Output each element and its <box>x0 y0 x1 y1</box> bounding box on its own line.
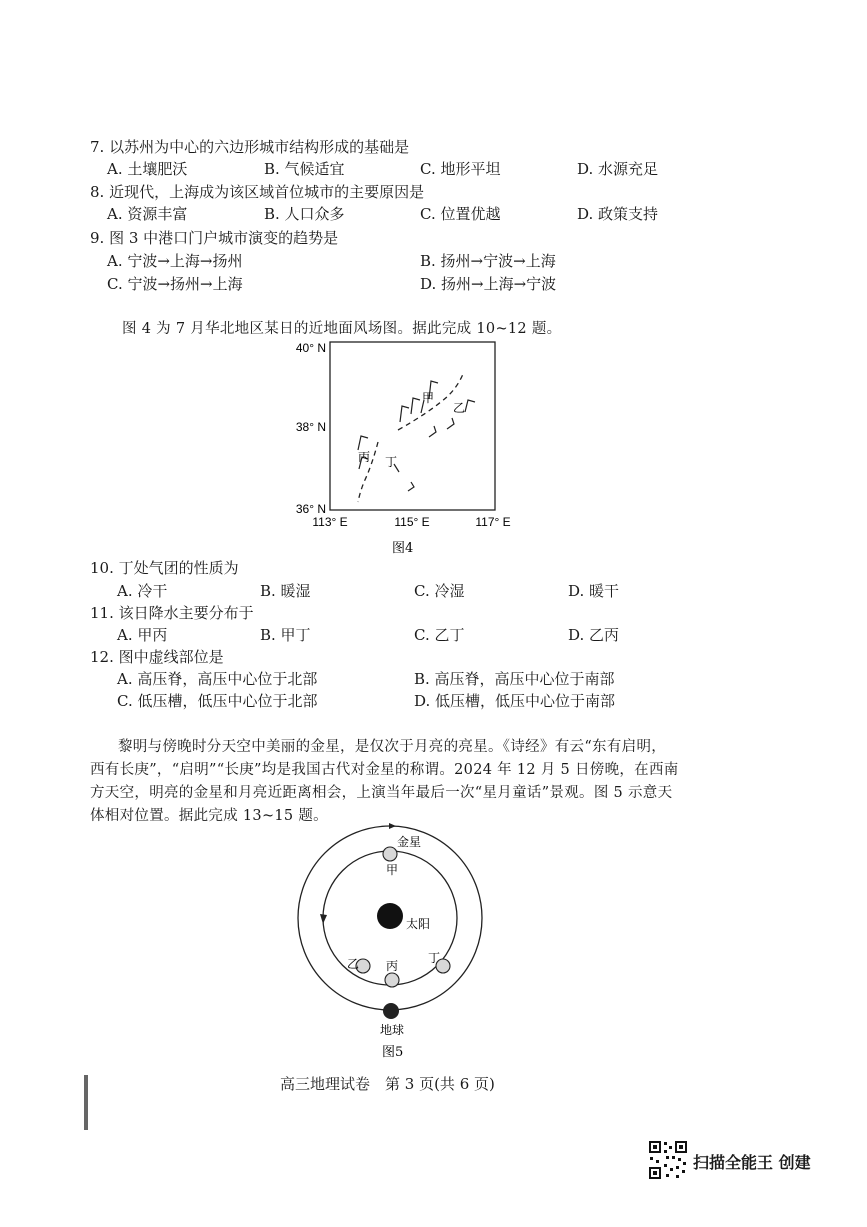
wind-barb <box>400 406 409 422</box>
fig5-caption: 图5 <box>382 1045 404 1060</box>
q10-option-a: A. 冷干 <box>117 582 168 600</box>
fig5-position-ding-label: 丁 <box>428 951 441 965</box>
fig4-lon-117: 117° E <box>475 515 511 529</box>
q9-option-c: C. 宁波→扬州→上海 <box>107 275 243 293</box>
wind-barb <box>447 418 454 429</box>
q10-stem: 10. 丁处气团的性质为 <box>90 559 239 577</box>
q9-option-a: A. 宁波→上海→扬州 <box>107 252 243 270</box>
fig5-sun <box>377 903 403 929</box>
page-footer: 高三地理试卷 第 3 页(共 6 页) <box>280 1075 495 1093</box>
q12-option-c: C. 低压槽，低压中心位于北部 <box>117 692 318 710</box>
q11-option-d: D. 乙丙 <box>568 626 620 644</box>
q9-stem: 9. 图 3 中港口门户城市演变的趋势是 <box>90 229 339 247</box>
fig4-point-jia: 甲 <box>422 391 435 405</box>
fig5-intro-line-2: 西有长庚”，“启明”“长庚”均是我国古代对金星的称谓。2024 年 12 月 5 日傍晚，在西南 <box>90 762 679 778</box>
q7-option-c: C. 地形平坦 <box>420 160 501 178</box>
q7-option-a: A. 土壤肥沃 <box>107 160 188 178</box>
fig5-position-jia-label: 甲 <box>386 863 399 877</box>
fig5-orbit-diagram <box>290 818 500 1063</box>
scan-margin-mark <box>84 1075 88 1130</box>
q12-stem: 12. 图中虚线部位是 <box>90 648 224 666</box>
fig4-point-yi: 乙 <box>453 401 466 415</box>
q10-option-c: C. 冷湿 <box>414 582 465 600</box>
fig4-lon-115: 115° E <box>394 515 430 529</box>
fig4-wind-field-map <box>280 330 540 560</box>
fig5-intro-line-1: 黎明与傍晚时分天空中美丽的金星，是仅次于月亮的亮星。《诗经》有云“东有启明， <box>118 739 667 755</box>
fig4-lon-113: 113° E <box>312 515 348 529</box>
wind-barb <box>408 482 414 491</box>
fig5-sun-label: 太阳 <box>406 917 431 931</box>
fig4-caption: 图4 <box>392 541 414 556</box>
fig4-point-ding: 丁 <box>385 455 398 469</box>
wind-barb <box>465 400 475 412</box>
fig5-earth <box>383 1003 399 1019</box>
fig4-intro: 图 4 为 7 月华北地区某日的近地面风场图。据此完成 10~12 题。 <box>122 321 562 337</box>
q12-option-b: B. 高压脊，高压中心位于南部 <box>414 670 615 688</box>
q8-option-b: B. 人口众多 <box>264 205 345 223</box>
q11-option-a: A. 甲丙 <box>117 626 168 644</box>
q8-stem: 8. 近现代，上海成为该区域首位城市的主要原因是 <box>90 183 425 201</box>
fig5-intro-line-4: 体相对位置。据此完成 13~15 题。 <box>90 808 328 824</box>
q12-option-d: D. 低压槽，低压中心位于南部 <box>414 692 616 710</box>
q8-option-d: D. 政策支持 <box>577 205 659 223</box>
q7-option-b: B. 气候适宜 <box>264 160 345 178</box>
wind-barb <box>411 398 420 414</box>
fig4-lat-38: 38° N <box>295 420 326 434</box>
fig4-lat-40: 40° N <box>295 341 326 355</box>
wind-barb <box>358 436 368 450</box>
fig5-earth-label: 地球 <box>380 1023 405 1037</box>
q7-stem: 7. 以苏州为中心的六边形城市结构形成的基础是 <box>90 138 410 156</box>
wind-barb <box>429 426 436 437</box>
q9-option-d: D. 扬州→上海→宁波 <box>420 275 557 293</box>
fig4-point-bing: 丙 <box>358 450 371 464</box>
q11-option-c: C. 乙丁 <box>414 626 465 644</box>
q7-option-d: D. 水源充足 <box>577 160 659 178</box>
q12-option-a: A. 高压脊，高压中心位于北部 <box>117 670 318 688</box>
fig5-venus-position-bing <box>385 973 399 987</box>
fig5-venus-position-jia <box>383 847 397 861</box>
scanner-watermark: 扫描全能王 创建 <box>693 1153 811 1172</box>
q11-stem: 11. 该日降水主要分布于 <box>90 604 254 622</box>
fig5-venus-label: 金星 <box>397 835 422 849</box>
qr-code-icon <box>648 1140 688 1180</box>
fig5-position-yi-label: 乙 <box>347 957 360 971</box>
fig5-outer-orbit-arrow-icon <box>389 823 396 829</box>
q8-option-c: C. 位置优越 <box>420 205 501 223</box>
q9-option-b: B. 扬州→宁波→上海 <box>420 252 556 270</box>
q8-option-a: A. 资源丰富 <box>107 205 188 223</box>
q10-option-d: D. 暖干 <box>568 582 620 600</box>
q11-option-b: B. 甲丁 <box>260 626 311 644</box>
fig5-inner-orbit-arrow-icon <box>320 914 327 924</box>
fig5-position-bing-label: 丙 <box>386 959 399 973</box>
q10-option-b: B. 暖湿 <box>260 582 311 600</box>
fig4-lat-36: 36° N <box>295 502 326 516</box>
fig4-wind-barbs <box>358 381 475 491</box>
fig5-intro-line-3: 方天空，明亮的金星和月亮近距离相会，上演当年最后一次“星月童话”景观。图 5 示意天 <box>90 785 673 801</box>
